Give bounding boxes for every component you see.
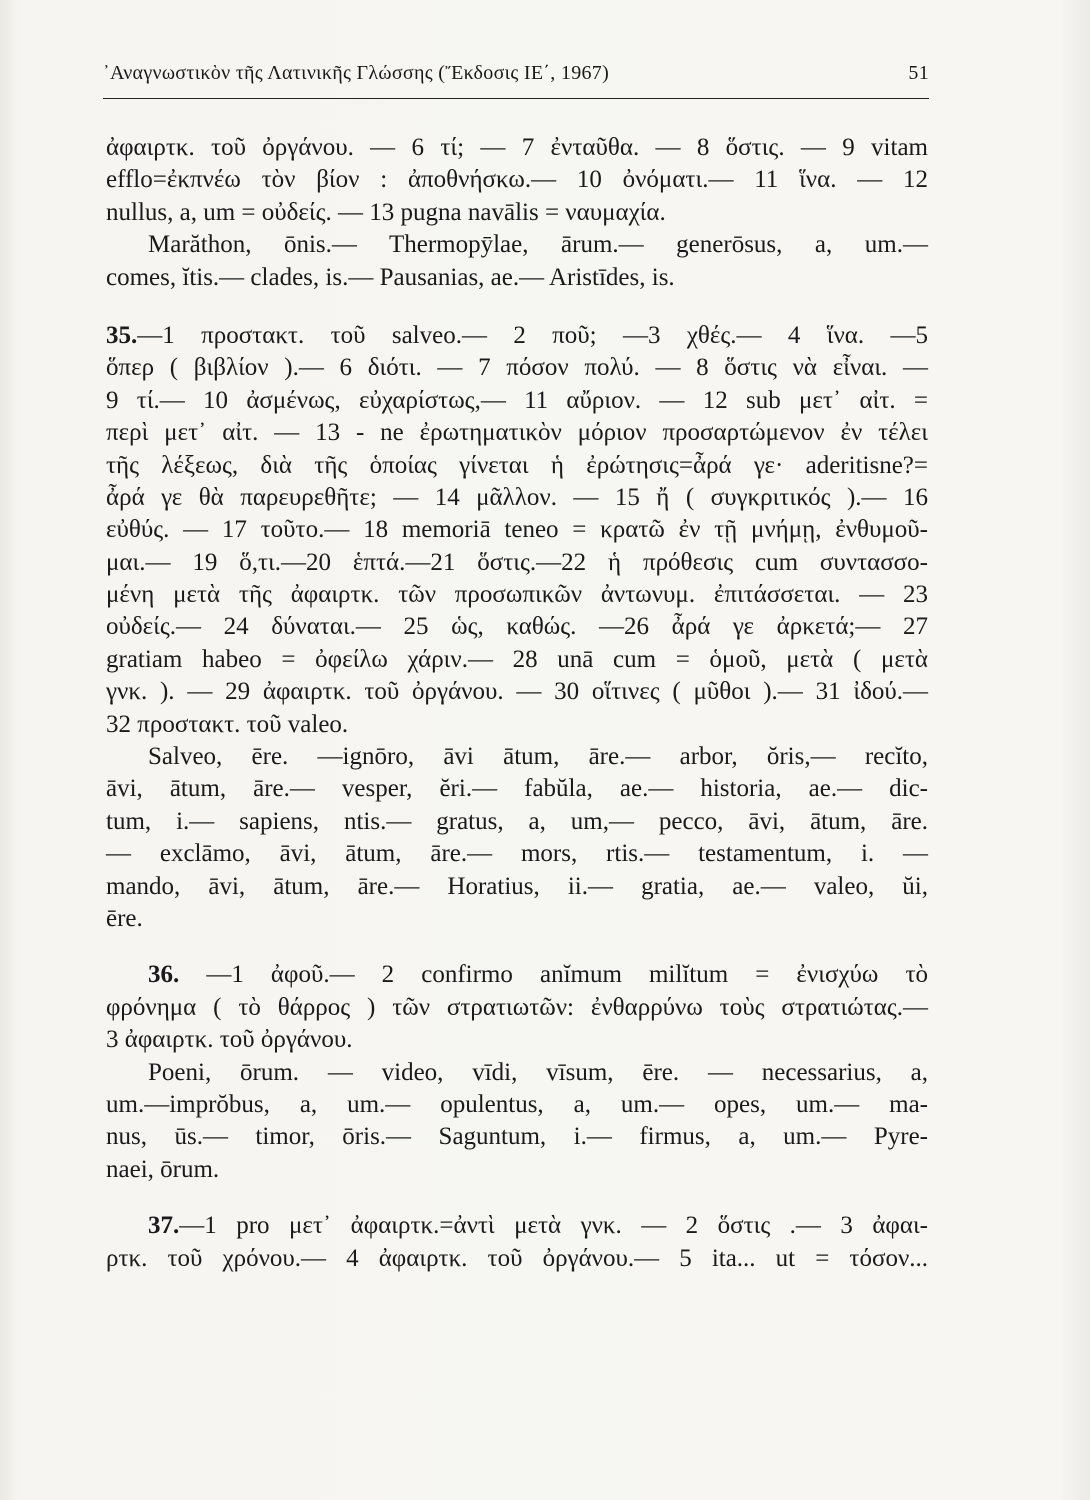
text-line: γνκ. ). — 29 ἀφαιρτκ. τοῦ ὀργάνου. — 30 οἵτινες ( μῦθοι ).— 31 ἰδού.— xyxy=(106,678,928,706)
text-line: μαι.— 19 ὅ,τι.—20 ἑπτά.—21 ὅστις.—22 ἡ πρόθεσις cum συντασσο- xyxy=(106,548,928,576)
text-line: 3 ἀφαιρτκ. τοῦ ὀργάνου. xyxy=(106,1026,353,1054)
text-line: ρτκ. τοῦ χρόνου.— 4 ἀφαιρτκ. τοῦ ὀργάνου.— 5 ita... ut = τόσον... xyxy=(106,1244,928,1272)
section-37-line: 37.—1 pro μετ᾽ ἀφαιρτκ.=ἀντὶ μετὰ γνκ. — 2 ὅστις .— 3 ἀφαι- xyxy=(148,1212,928,1240)
vocab-line: tum, i.— sapiens, ntis.— gratus, a, um,— pecco, āvi, ātum, āre. xyxy=(106,807,928,835)
vocab-line: — exclāmo, āvi, ātum, āre.— mors, rtis.— testamentum, i. — xyxy=(106,840,928,868)
text-line: εὐθύς. — 17 τοῦτο.— 18 memoriā teneo = κρατῶ ἐν τῇ μνήμῃ, ἐνθυμοῦ- xyxy=(106,516,928,544)
header-rule xyxy=(103,98,929,99)
section-35-line: 35.—1 προστακτ. τοῦ salveo.— 2 ποῦ; —3 χθές.— 4 ἵνα. —5 xyxy=(106,321,928,349)
vocab-line: mando, āvi, ātum, āre.— Horatius, ii.— gratia, ae.— valeo, ŭi, xyxy=(106,872,928,900)
text-line: περὶ μετ᾽ αἰτ. — 13 - ne ἐρωτηματικὸν μόριον προσαρτώμενον ἐν τέλει xyxy=(106,419,928,447)
vocab-line: nus, ūs.— timor, ōris.— Saguntum, i.— firmus, a, um.— Pyre- xyxy=(106,1123,928,1151)
text-line: μένη μετὰ τῆς ἀφαιρτκ. τῶν προσωπικῶν ἀντωνυμ. ἐπιτάσσεται. — 23 xyxy=(106,581,928,609)
page-body xyxy=(106,132,928,1275)
vocab-line: um.—imprŏbus, a, um.— opulentus, a, um.— opes, um.— ma- xyxy=(106,1090,928,1118)
vocab-line: comes, ĭtis.— clades, is.— Pausanias, ae.— Aristīdes, is. xyxy=(106,263,675,291)
text-line: φρόνημα ( τὸ θάρρος ) τῶν στρατιωτῶν: ἐνθαρρύνω τοὺς στρατιώτας.— xyxy=(106,993,928,1021)
text-line: οὐδείς.— 24 δύναται.— 25 ὡς, καθώς. —26 ἆρά γε ἀρκετά;— 27 xyxy=(106,613,928,641)
text-line: τῆς λέξεως, διὰ τῆς ὁποίας γίνεται ἡ ἐρώτησις=ἆρά γε· aderitisne?= xyxy=(106,451,928,479)
text-line: ἆρά γε θὰ παρευρεθῆτε; — 14 μᾶλλον. — 15 ἤ ( συγκριτικός ).— 16 xyxy=(106,483,928,511)
vocab-line: āvi, ātum, āre.— vesper, ĕri.— fabŭla, ae.— historia, ae.— dic- xyxy=(106,775,928,803)
text-line: ἀφαιρτκ. τοῦ ὀργάνου. — 6 τί; — 7 ἐνταῦθα. — 8 ὅστις. — 9 vitam xyxy=(106,134,928,161)
vocab-line: Salveo, ēre. —ignōro, āvi ātum, āre.— arbor, ŏris,— recĭto, xyxy=(148,743,928,771)
text-line: nullus, a, um = οὐδείς. — 13 pugna navālis = ναυμαχία. xyxy=(106,198,666,226)
text-line: gratiam habeo = ὀφείλω χάριν.— 28 unā cum = ὁμοῦ, μετὰ ( μετὰ xyxy=(106,645,928,673)
text-line: 9 τί.— 10 ἀσμένως, εὐχαρίστως,— 11 αὔριον. — 12 sub μετ᾽ αἰτ. = xyxy=(106,386,928,414)
running-header xyxy=(103,62,929,92)
text-line: efflo=ἐκπνέω τὸν βίον : ἀποθνήσκω.— 10 ὀνόματι.— 11 ἵνα. — 12 xyxy=(106,166,928,194)
vocab-line: Marăthon, ōnis.— Thermopȳlae, ārum.— generōsus, a, um.— xyxy=(148,231,928,259)
section-36-line: 36. —1 ἀφοῦ.— 2 confirmo anĭmum milĭtum = ἐνισχύω τὸ xyxy=(148,961,928,989)
page-number: 51 xyxy=(908,62,929,84)
text-line: ὅπερ ( βιβλίον ).— 6 διότι. — 7 πόσον πολύ. — 8 ὅστις νὰ εἶναι. — xyxy=(106,354,928,382)
vocab-line: Poeni, ōrum. — video, vīdi, vīsum, ēre. — necessarius, a, xyxy=(148,1058,928,1086)
text-line: 32 προστακτ. τοῦ valeo. xyxy=(106,710,349,738)
header-title: ᾿Αναγνωστικὸν τῆς Λατινικῆς Γλώσσης (Ἔκδοσις ΙΕ΄, 1967) xyxy=(103,62,610,84)
vocab-line: naei, ōrum. xyxy=(106,1155,220,1183)
vocab-line: ēre. xyxy=(106,904,143,932)
